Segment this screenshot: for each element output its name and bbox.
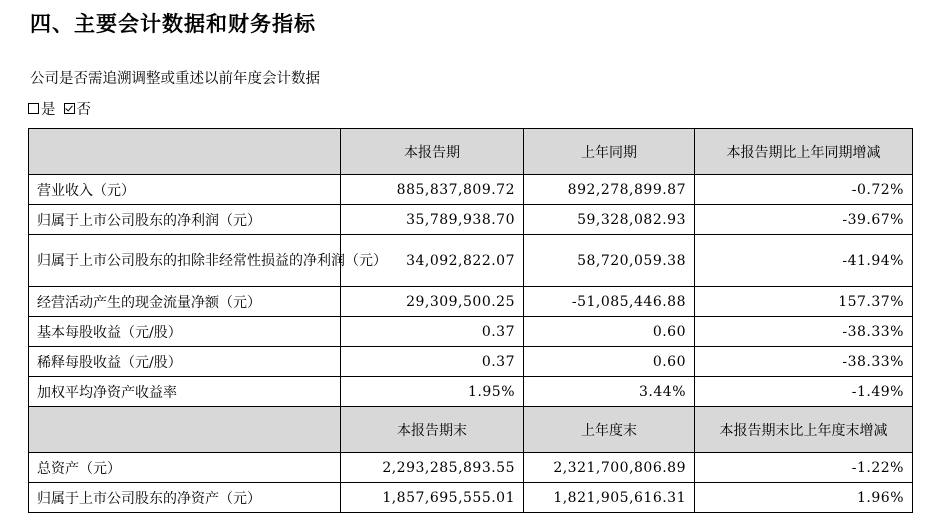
current-value: 2,293,285,893.55 bbox=[341, 453, 524, 483]
row-label: 营业收入（元） bbox=[29, 175, 341, 205]
table-row bbox=[29, 347, 913, 377]
table-row bbox=[29, 483, 913, 513]
prior-value: 892,278,899.87 bbox=[524, 175, 695, 205]
table-header-row bbox=[29, 129, 913, 175]
restatement-answer bbox=[28, 98, 91, 119]
current-value: 34,092,822.07 bbox=[341, 235, 524, 287]
header-period-end: 本报告期末 bbox=[341, 407, 524, 453]
prior-value: 1,821,905,616.31 bbox=[524, 483, 695, 513]
prior-value: 3.44% bbox=[524, 377, 695, 407]
row-label: 基本每股收益（元/股） bbox=[29, 317, 341, 347]
header-prior-period: 上年同期 bbox=[524, 129, 695, 175]
prior-value: 0.60 bbox=[524, 317, 695, 347]
section-title: 四、主要会计数据和财务指标 bbox=[30, 12, 316, 36]
row-label: 加权平均净资产收益率 bbox=[29, 377, 341, 407]
change-value: -0.72% bbox=[695, 175, 913, 205]
table-row bbox=[29, 317, 913, 347]
prior-value: -51,085,446.88 bbox=[524, 287, 695, 317]
prior-value: 0.60 bbox=[524, 347, 695, 377]
financial-indicators-table bbox=[28, 128, 913, 513]
change-value: -1.22% bbox=[695, 453, 913, 483]
table-row bbox=[29, 175, 913, 205]
change-value: -38.33% bbox=[695, 347, 913, 377]
row-label: 归属于上市公司股东的扣除非经常性损益的净利润（元） bbox=[29, 235, 341, 287]
current-value: 1,857,695,555.01 bbox=[341, 483, 524, 513]
current-value: 885,837,809.72 bbox=[341, 175, 524, 205]
row-label: 归属于上市公司股东的净利润（元） bbox=[29, 205, 341, 235]
current-value: 0.37 bbox=[341, 347, 524, 377]
header-prior-year-end: 上年度末 bbox=[524, 407, 695, 453]
change-value: -38.33% bbox=[695, 317, 913, 347]
header-current-period: 本报告期 bbox=[341, 129, 524, 175]
prior-value: 58,720,059.38 bbox=[524, 235, 695, 287]
yes-checkbox[interactable] bbox=[28, 103, 39, 114]
current-value: 0.37 bbox=[341, 317, 524, 347]
row-label: 归属于上市公司股东的净资产（元） bbox=[29, 483, 341, 513]
header-period-change: 本报告期比上年同期增减 bbox=[695, 129, 913, 175]
table-row bbox=[29, 235, 913, 287]
change-value: 1.96% bbox=[695, 483, 913, 513]
no-checkbox[interactable] bbox=[64, 103, 75, 114]
restatement-question: 公司是否需追溯调整或重述以前年度会计数据 bbox=[30, 71, 320, 87]
current-value: 29,309,500.25 bbox=[341, 287, 524, 317]
current-value: 1.95% bbox=[341, 377, 524, 407]
header-empty-cell bbox=[29, 129, 341, 175]
prior-value: 59,328,082.93 bbox=[524, 205, 695, 235]
change-value: -41.94% bbox=[695, 235, 913, 287]
table-row bbox=[29, 287, 913, 317]
no-label: 否 bbox=[76, 102, 91, 118]
table-header-row bbox=[29, 407, 913, 453]
table-row bbox=[29, 377, 913, 407]
row-label: 经营活动产生的现金流量净额（元） bbox=[29, 287, 341, 317]
table-row bbox=[29, 205, 913, 235]
yes-label: 是 bbox=[41, 102, 56, 118]
row-label: 稀释每股收益（元/股） bbox=[29, 347, 341, 377]
header-empty-cell bbox=[29, 407, 341, 453]
prior-value: 2,321,700,806.89 bbox=[524, 453, 695, 483]
change-value: -1.49% bbox=[695, 377, 913, 407]
header-year-end-change: 本报告期末比上年度末增减 bbox=[695, 407, 913, 453]
table-row bbox=[29, 453, 913, 483]
change-value: -39.67% bbox=[695, 205, 913, 235]
change-value: 157.37% bbox=[695, 287, 913, 317]
row-label: 总资产（元） bbox=[29, 453, 341, 483]
current-value: 35,789,938.70 bbox=[341, 205, 524, 235]
